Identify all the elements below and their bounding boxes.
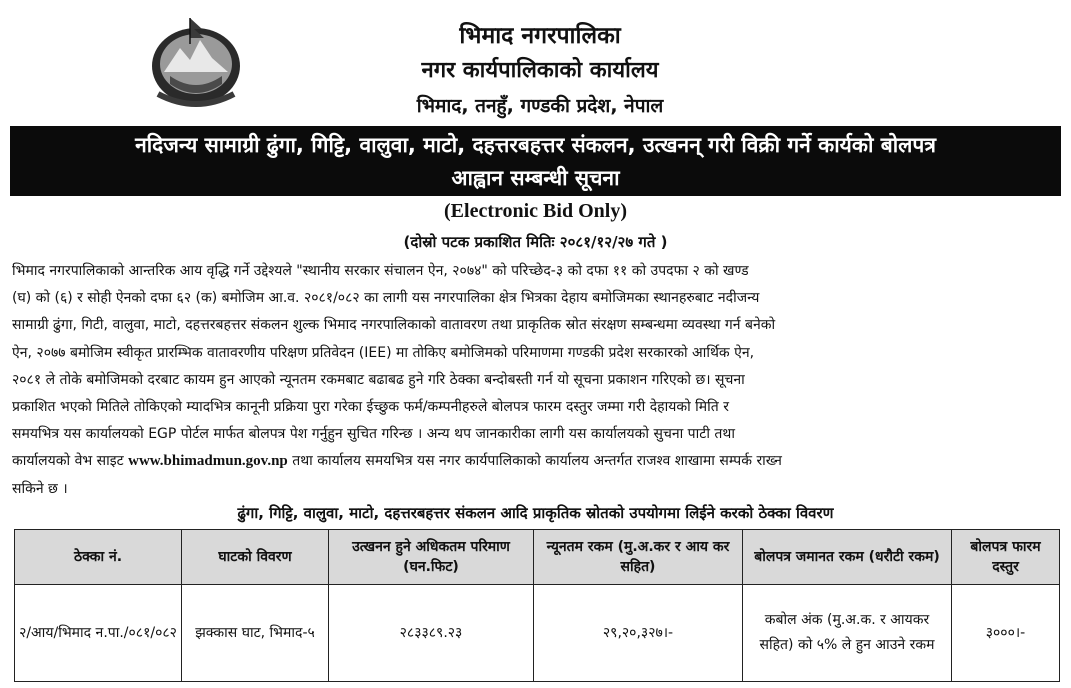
header-quantity: उत्खनन हुने अधिकतम परिमाण (घन.फिट) <box>329 530 534 585</box>
header-contract-no: ठेक्का नं. <box>15 530 182 585</box>
header-form-fee: बोलपत्र फारम दस्तुर <box>952 530 1060 585</box>
body-line: प्रकाशित भएको मितिले तोकिएको म्यादभित्र कानूनी प्रक्रिया पुरा गरेका ईच्छुक फर्म/कम्पनीहरुले बोलपत्र फारम दस्तुर जम्मा गरी देहायको मिति र <box>12 399 729 416</box>
published-date: (दोस्रो पटक प्रकाशित मितिः २०८१/१२/२७ गते ) <box>403 233 668 251</box>
cell-form-fee: ३०००।- <box>952 585 1060 682</box>
body-line: २०८१ ले तोके बमोजिमको दरबाट कायम हुन आएको न्यूनतम रकमबाट बढाबढ हुने गरि ठेक्का बन्दोबस्ती गर्न यो सूचना प्रकाशन गरिएको छ। सूचना <box>12 371 745 388</box>
notice-body <box>12 258 1058 503</box>
office-address: भिमाद, तनहुँ, गण्डकी प्रदेश, नेपाल <box>416 95 664 117</box>
notice-title-line2: आह्वान सम्बन्धी सूचना <box>451 166 620 190</box>
cell-min-amount: २९,२०,३२७।- <box>534 585 743 682</box>
body-line: सकिने छ । <box>12 480 68 497</box>
table-row <box>15 585 1060 682</box>
body-line: ऐन, २०७७ बमोजिम स्वीकृत प्रारम्भिक वातावरणीय परिक्षण प्रतिवेदन (IEE) मा तोकिए बमोजिमको परिमाणमा गण्डकी प्रदेश सरकारको आर्थिक ऐन, <box>12 344 755 361</box>
body-line: (घ) को (६) र सोही ऐनको दफा ६२ (क) बमोजिम आ.व. २०८१/०८२ का लागी यस नगरपालिका क्षेत्र भित्रका देहाय बमोजिमका स्थानहरुबाट नदीजन्य <box>12 290 760 307</box>
body-line: भिमाद नगरपालिकाको आन्तरिक आय वृद्धि गर्ने उद्देश्यले "स्थानीय सरकार संचालन ऐन, २०७४" को परिच्छेद-३ को दफा ११ को उपदफा २ को खण्ड <box>12 263 749 279</box>
header-site: घाटको विवरण <box>182 530 329 585</box>
notice-title-line1: नदिजन्य सामाग्री ढुंगा, गिट्टि, वालुवा, माटो, दहत्तरबहत्तर संकलन, उत्खनन् गरी विक्री गर्ने कार्यको बोलपत्र <box>135 133 936 157</box>
cell-bid-bond: कबोल अंक (मु.अ.क. र आयकर सहित) को ५% ले हुन आउने रकम <box>743 585 952 682</box>
office-name: नगर कार्यपालिकाको कार्यालय <box>421 58 659 83</box>
municipality-name: भिमाद नगरपालिका <box>459 23 621 49</box>
website-link[interactable]: www.bhimadmun.gov.np <box>128 453 288 470</box>
body-line <box>12 448 1058 475</box>
header-bid-bond: बोलपत्र जमानत रकम (धरौटी रकम) <box>743 530 952 585</box>
body-line: सामाग्री ढुंगा, गिटी, वालुवा, माटो, दहत्तरबहत्तर संकलन शुल्क भिमाद नगरपालिकाको वातावरण तथा प्राकृतिक स्रोत संरक्षण सम्बन्धमा व्यवस्था गर्न बनेको <box>12 317 776 334</box>
body-line: समयभित्र यस कार्यालयको EGP पोर्टल मार्फत बोलपत्र पेश गर्नुहुन सुचित गरिन्छ । अन्य थप जानकारीका लागी यस कार्यालयको सुचना पाटी तथा <box>12 426 735 443</box>
table-caption: ढुंगा, गिट्टि, वालुवा, माटो, दहत्तरबहत्तर संकलन आदि प्राकृतिक स्रोतको उपयोगमा लिईने करको ठेक्का विवरण <box>237 504 834 522</box>
cell-contract-no: २/आय/भिमाद न.पा./०८१/०८२ <box>15 585 182 682</box>
cell-quantity: २८३३८९.२३ <box>329 585 534 682</box>
contract-table <box>14 529 1060 682</box>
table-header-row <box>15 530 1060 585</box>
notice-title-banner <box>10 126 1061 196</box>
bid-mode: (Electronic Bid Only) <box>444 200 627 222</box>
body-text: कार्यालयको वेभ साइट <box>12 453 124 470</box>
cell-site: झक्कास घाट, भिमाद-५ <box>182 585 329 682</box>
header-min-amount: न्यूनतम रकम (मु.अ.कर र आय कर सहित) <box>534 530 743 585</box>
body-text: तथा कार्यालय समयभित्र यस नगर कार्यपालिकाको कार्यालय अन्तर्गत राजश्व शाखामा सम्पर्क राख्न <box>292 453 782 470</box>
nepal-emblem-icon <box>150 14 242 112</box>
